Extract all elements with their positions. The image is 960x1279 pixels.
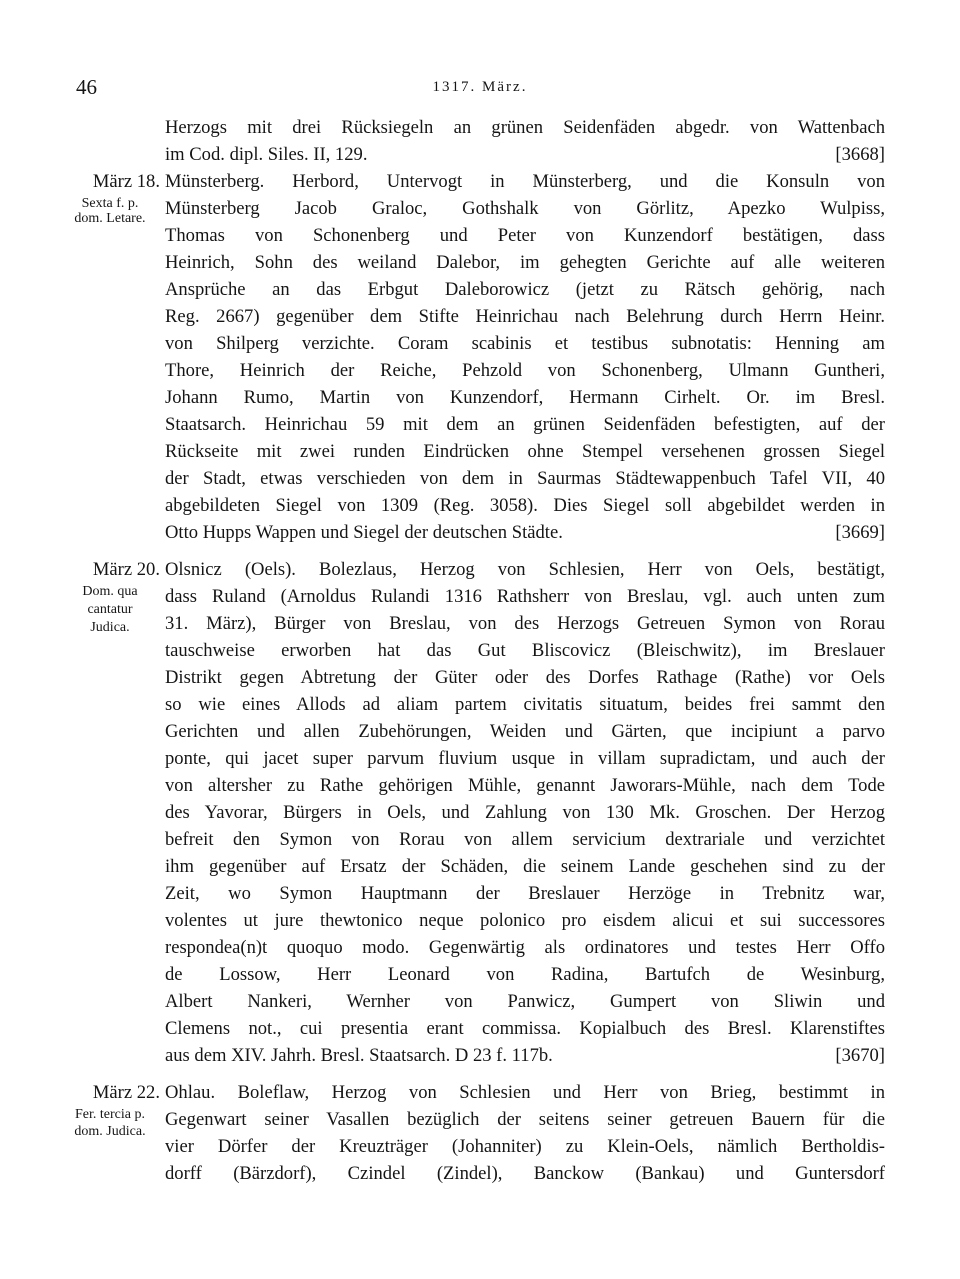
text-line: Rückseite mit zwei runden Eindrücken ohne Stempel versehenen grossen Siegel (165, 441, 885, 462)
margin-note: cantatur (87, 602, 133, 617)
text-line: Johann Rumo, Martin von Kunzendorf, Hermann Cirhelt. Or. im Bresl. (165, 387, 885, 408)
margin-note: Sexta f. p. (81, 196, 139, 211)
text-line: Münsterberg Jacob Graloc, Gothshalk von Görlitz, Apezko Wulpiss, (165, 198, 885, 219)
text-line: so wie eines Allods ad aliam partem civitatis situatum, beides frei sammt den (165, 694, 885, 715)
margin-note: dom. Judica. (74, 1124, 146, 1139)
text-line: 31. März), Bürger von Breslau, von des Herzogs Getreuen Symon von Rorau (165, 613, 885, 634)
text-line: befreit den Symon von Rorau von allem servicium dextrariale und verzichtet (165, 829, 885, 850)
margin-note: Dom. qua (82, 584, 138, 599)
text-line: Gerichten und allen Zubehörungen, Weiden und Gärten, que incipiunt a parvo (165, 721, 885, 742)
text-line: ponte, qui jacet super parvum fluvium usque in villam supradictam, und auch der (165, 748, 885, 769)
margin-note: dom. Letare. (74, 211, 146, 226)
text-line: Staatsarch. Heinrichau 59 mit dem an grünen Seidenfäden befestigten, auf der (165, 414, 885, 435)
reg-number: [3668] (835, 144, 885, 165)
text-line: Gegenwart seiner Vasallen bezüglich der seitens seiner getreuen Bauern für die (165, 1109, 885, 1130)
text-line: Heinrich, Sohn des weiland Dalebor, im gehegten Gerichte auf alle weiteren (165, 252, 885, 273)
text-line: volentes ut jure thewtonico neque polonico pro eisdem alicui et sui successores (165, 910, 885, 931)
text-line: de Lossow, Herr Leonard von Radina, Bartufch de Wesinburg, (165, 964, 885, 985)
text-line: Münsterberg. Herbord, Untervogt in Münsterberg, und die Konsuln von (165, 171, 885, 192)
text-line: von altersher zu Rathe gehörigen Mühle, genannt Jaworars-Mühle, nach dem Tode (165, 775, 885, 796)
margin-note: Fer. tercia p. (75, 1107, 145, 1122)
margin-date: März 20. (92, 559, 160, 580)
margin-date: März 18. (92, 171, 160, 192)
reg-number: [3669] (835, 522, 885, 543)
text-line: dass Ruland (Arnoldus Rulandi 1316 Rathsherr von Breslau, vgl. auch unten zum (165, 586, 885, 607)
text-line: Albert Nankeri, Wernher von Panwicz, Gumpert von Sliwin und (165, 991, 885, 1012)
text-line (165, 141, 885, 168)
text-line: Zeit, wo Symon Hauptmann der Breslauer Herzöge in Trebnitz war, (165, 883, 885, 904)
margin-note: Judica. (90, 620, 130, 635)
text-line: Clemens not., cui presentia erant commissa. Kopialbuch des Bresl. Klarenstiftes (165, 1018, 885, 1039)
text-line: abgebildeten Siegel von 1309 (Reg. 3058). Dies Siegel soll abgebildet werden in (165, 495, 885, 516)
text-line (165, 519, 885, 546)
text-line: respondea(n)t quoquo modo. Gegenwärtig als ordinatores und testes Herr Offo (165, 937, 885, 958)
text-line: Olsnicz (Oels). Bolezlaus, Herzog von Schlesien, Herr von Oels, bestätigt, (165, 559, 885, 580)
page-number: 46 (76, 75, 97, 99)
text-line: ihm gegenüber auf Ersatz der Schäden, die seinem Lande geschehen sind zu der (165, 856, 885, 877)
text-line: Reg. 2667) gegenüber dem Stifte Heinrichau nach Belehrung durch Herrn Heinr. (165, 306, 885, 327)
reg-number: [3670] (835, 1045, 885, 1066)
text-line: Ansprüche an das Erbgut Daleborowicz (jetzt zu Rätsch gehörig, nach (165, 279, 885, 300)
text-line: Thomas von Schonenberg und Peter von Kunzendorf bestätigen, dass (165, 225, 885, 246)
text-line-content: aus dem XIV. Jahrh. Bresl. Staatsarch. D 23 f. 117b. (165, 1045, 553, 1066)
text-line: von Shilperg verzichte. Coram scabinis et testibus subnotatis: Henning am (165, 333, 885, 354)
text-line: Herzogs mit drei Rücksiegeln an grünen Seidenfäden abgedr. von Wattenbach (165, 117, 885, 138)
text-line-content: im Cod. dipl. Siles. II, 129. (165, 144, 368, 165)
text-line: Thore, Heinrich der Reiche, Pehzold von Schonenberg, Ulmann Guntheri, (165, 360, 885, 381)
text-line: vier Dörfer der Kreuzträger (Johanniter) zu Klein-Oels, nämlich Bertholdis- (165, 1136, 885, 1157)
text-line (165, 1042, 885, 1069)
text-line: der Stadt, etwas verschieden von dem in Saurmas Städtewappenbuch Tafel VII, 40 (165, 468, 885, 489)
text-line: Ohlau. Boleflaw, Herzog von Schlesien und Herr von Brieg, bestimmt in (165, 1082, 885, 1103)
text-line-content: Otto Hupps Wappen und Siegel der deutschen Städte. (165, 522, 563, 543)
running-head: 1317. März. (432, 79, 528, 95)
text-line: des Yavorar, Bürgers in Oels, und Zahlung von 130 Mk. Groschen. Der Herzog (165, 802, 885, 823)
margin-date: März 22. (92, 1082, 160, 1103)
text-line: tauschweise erworben hat das Gut Bliscovicz (Bleischwitz), im Breslauer (165, 640, 885, 661)
text-line: Distrikt gegen Abtretung der Güter oder des Dorfes Rathage (Rathe) vor Oels (165, 667, 885, 688)
text-line: dorff (Bärzdorf), Czindel (Zindel), Banckow (Bankau) und Guntersdorf (165, 1163, 885, 1184)
